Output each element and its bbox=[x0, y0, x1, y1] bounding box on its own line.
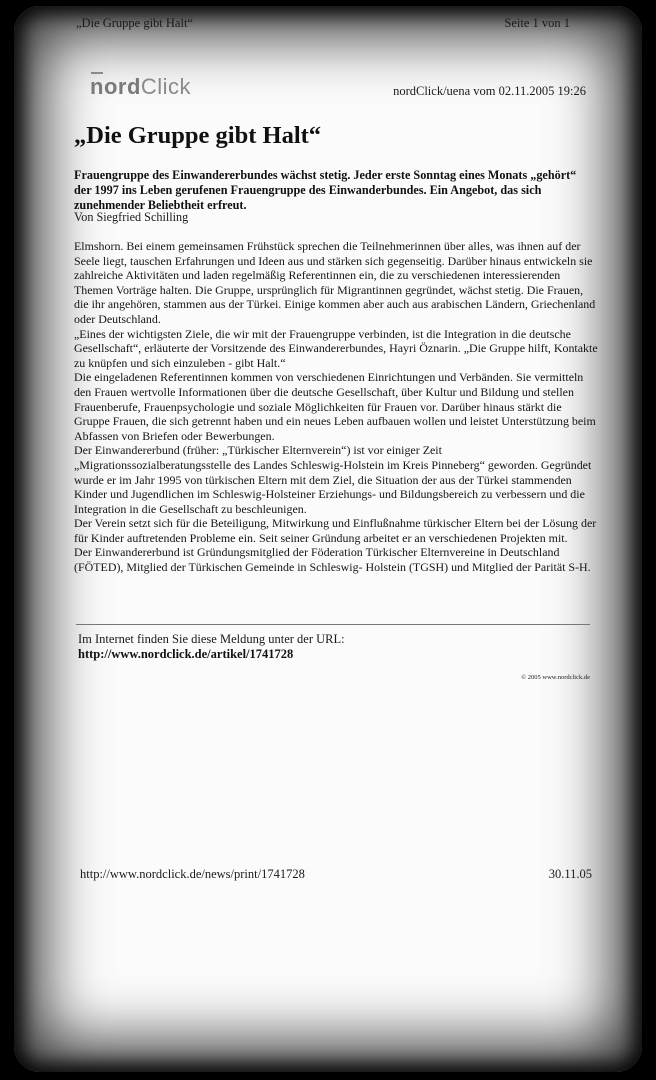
header-doc-title: „Die Gruppe gibt Halt“ bbox=[76, 16, 193, 30]
article-url-link[interactable]: http://www.nordclick.de/artikel/1741728 bbox=[78, 647, 294, 661]
running-header bbox=[76, 16, 570, 31]
printed-page bbox=[14, 6, 642, 1072]
header-page-info: Seite 1 von 1 bbox=[504, 16, 570, 30]
running-footer bbox=[80, 867, 592, 882]
nordclick-logo bbox=[90, 74, 191, 100]
body-paragraph: Die eingeladenen Referentinnen kommen von verschiedenen Einrichtungen und Verbänden. Sie vermitteln den Frauen wertvolle Informationen über die deutsche Gesellschaft, über Kultur und Bildung und stellen Frauenberufe, Frauenpsychologie und soziale Möglichkeiten für Frauen vor. Darüber hinaus stärkt die Gruppe Frauen, die sich getrennt haben und ein neues Leben aufbauen wollen und leistet Unterstützung beim Abfassen von Briefen oder Bewerbungen. bbox=[74, 370, 596, 443]
logo-bold-part: nord bbox=[90, 74, 141, 99]
article-body bbox=[74, 239, 598, 575]
body-paragraph: Elmshorn. Bei einem gemeinsamen Frühstück sprechen die Teilnehmerinnen über alles, was ihnen auf der Seele liegt, tauschen Erfahrungen und Ideen aus und stärken sich gegenseitig. Darüber hinaus entwickeln sie zahlreiche Aktivitäten und laden regelmäßig Referentinnen ein, die zu verschiedenen interessierenden Themen Vorträge halten. Die Gruppe, ursprünglich für Migrantinnen gegründet, wächst stetig. Die Frauen, die ihr angehören, stammen aus der Türkei. Einige kommen aber auch aus arabischen Ländern, Griechenland oder Deutschland. bbox=[74, 239, 596, 326]
footer-print-url: http://www.nordclick.de/news/print/1741728 bbox=[80, 867, 305, 881]
footer-date: 30.11.05 bbox=[548, 867, 592, 881]
copyright-note: © 2005 www.nordclick.de bbox=[521, 674, 590, 681]
internet-note-label: Im Internet finden Sie diese Meldung unter der URL: bbox=[78, 632, 345, 646]
body-paragraph: Der Verein setzt sich für die Beteiligung, Mitwirkung und Einflußnahme türkischer Eltern bei der Lösung der für Kinder auftretenden Probleme ein. Seit seiner Gründung arbeitet er an verschiedenen Projekten mit. bbox=[74, 516, 597, 545]
article-title: „Die Gruppe gibt Halt“ bbox=[74, 122, 322, 149]
source-line: nordClick/uena vom 02.11.2005 19:26 bbox=[393, 84, 586, 98]
body-paragraph: Der Einwandererbund (früher: „Türkischer Elternverein“) ist vor einiger Zeit „Migrationssozialberatungsstelle des Landes Schleswig-Holstein im Kreis Pinneberg“ geworden. Gegründet wurde er im Jahr 1995 von türkischen Eltern mit dem Ziel, die Situation der aus der Türkei stammenden Kinder und Jugendlichen im Schleswig-Holsteiner Erziehungs- und Bildungsbereich zu verbessern und die Integration in die Gesellschaft zu beschleunigen. bbox=[74, 443, 592, 516]
body-paragraph: „Eines der wichtigsten Ziele, die wir mit der Frauengruppe verbinden, ist die Integration in die deutsche Gesellschaft“, erläuterte der Vorsitzende des Einwandererbundes, Hayri Öznarin. „Die Gruppe hilft, Kontakte zu knüpfen und sich einzuleben - gibt Halt.“ bbox=[74, 326, 598, 370]
logo-light-part: Click bbox=[140, 74, 192, 99]
article-byline: Von Siegfried Schilling bbox=[74, 210, 189, 224]
divider bbox=[76, 624, 590, 625]
article-lead: Frauengruppe des Einwandererbundes wächst stetig. Jeder erste Sonntag eines Monats „gehört“ der 1997 ins Leben gerufenen Frauengruppe des Einwanderbundes. Ein Angebot, das sich zunehmender Beliebtheit erfreut. bbox=[74, 168, 577, 213]
body-paragraph: Der Einwandererbund ist Gründungsmitglied der Föderation Türkischer Elternvereine in Deutschland (FÖTED), Mitglied der Türkischen Gemeinde in Schleswig- Holstein (TGSH) und Mitglied der Parität S-H. bbox=[74, 545, 591, 575]
